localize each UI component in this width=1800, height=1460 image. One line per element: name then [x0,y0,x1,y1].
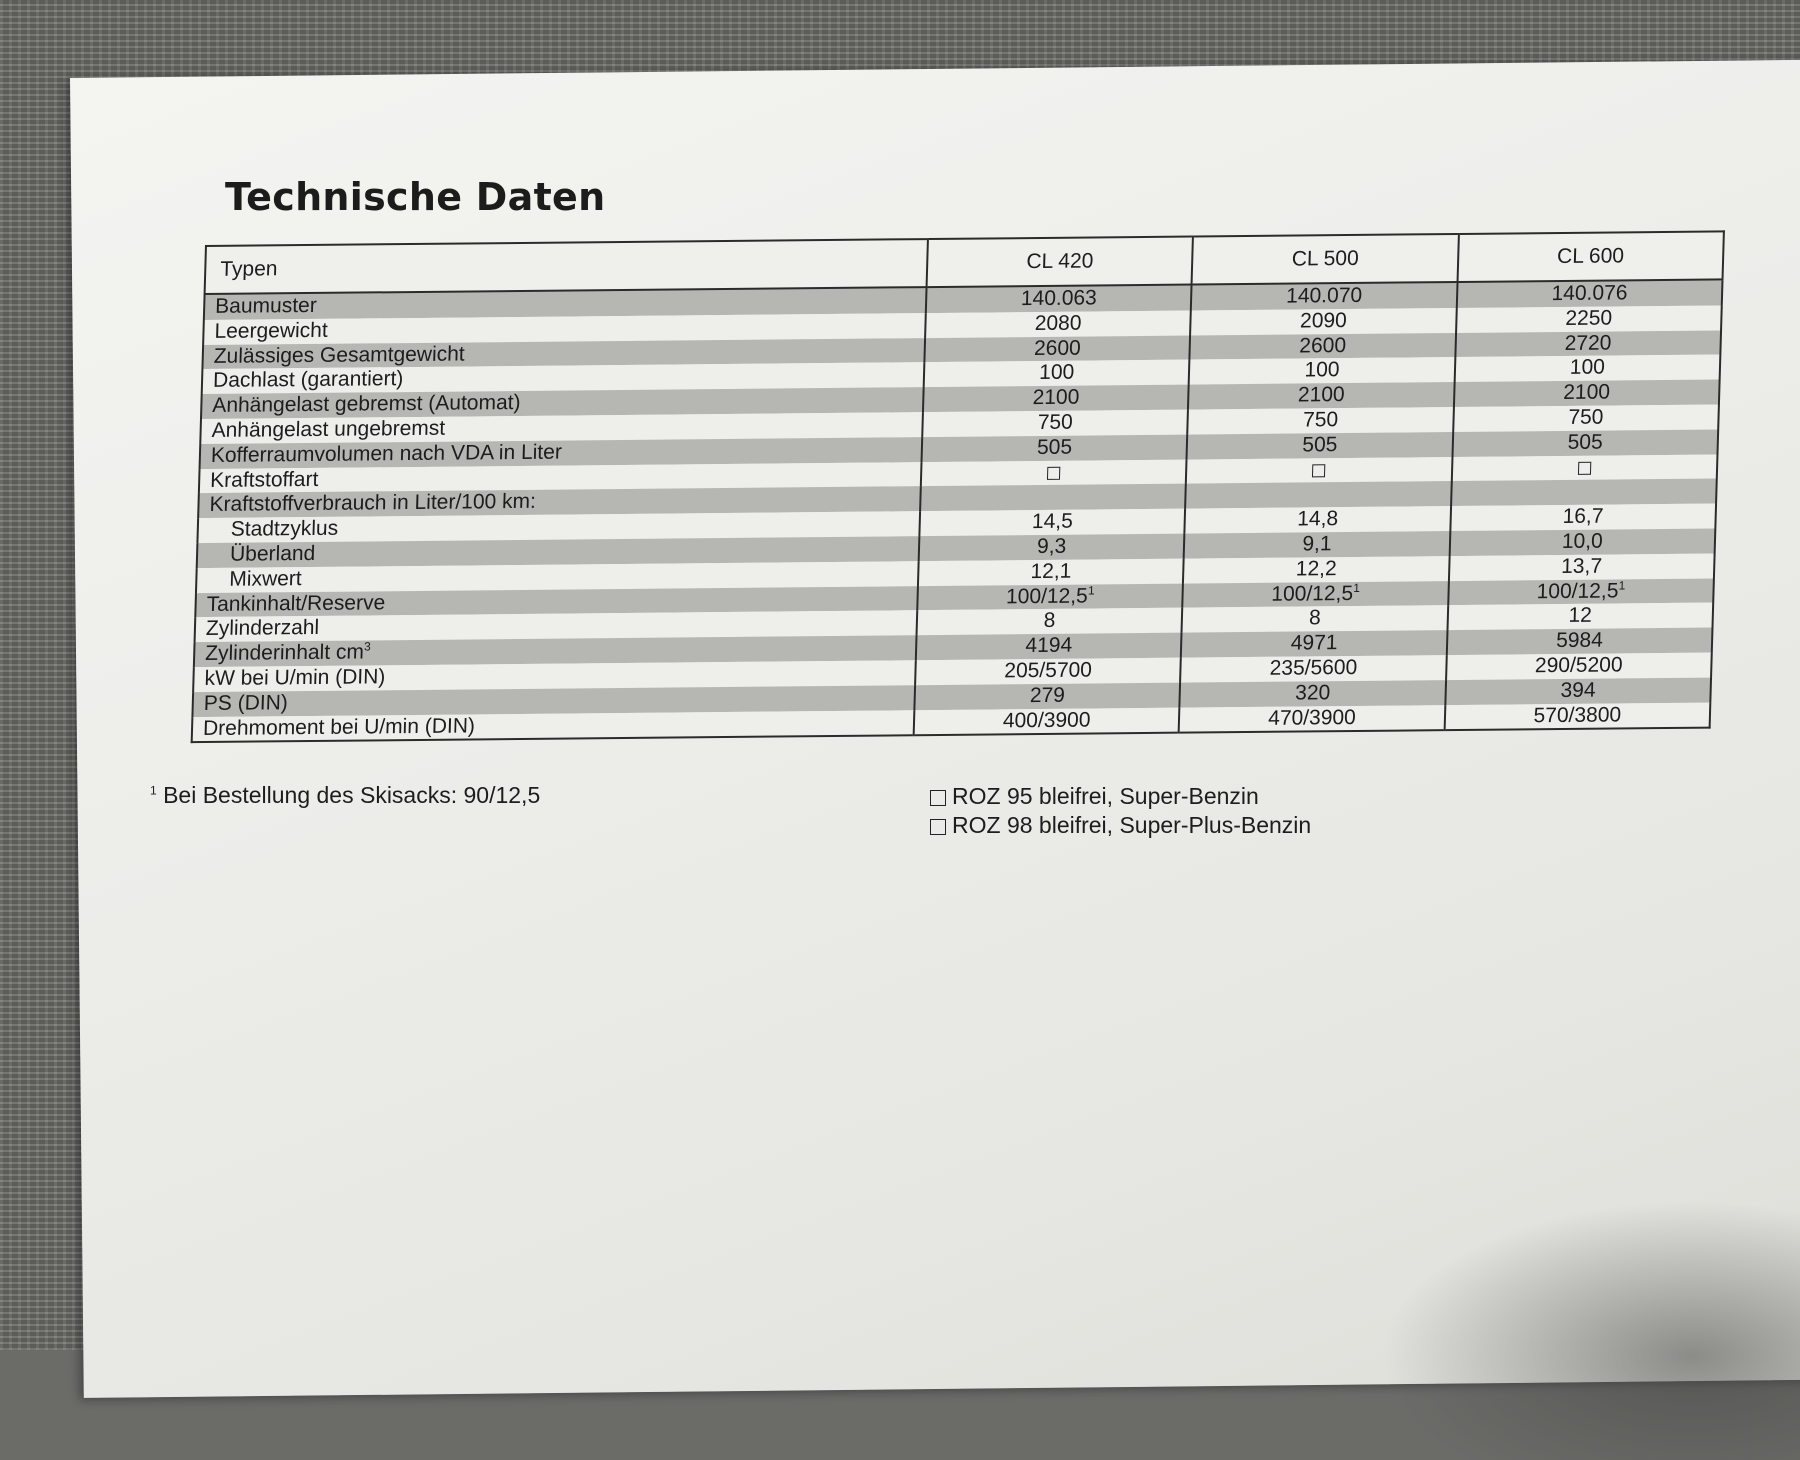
cell: 320 [1180,680,1446,707]
checkbox-square-icon [1047,466,1060,479]
cell: 10,0 [1449,528,1715,555]
cell: 2100 [1454,380,1720,407]
footnote [150,782,540,809]
cell: 13,7 [1449,553,1715,580]
row-label: Leergewicht [203,313,926,345]
footnote-text: Bei Bestellung des Skisacks: 90/12,5 [163,782,541,808]
cell: 4971 [1181,630,1447,657]
cell: 140.070 [1191,282,1457,310]
cell: 8 [1182,605,1448,632]
header-typen: Typen [205,239,928,294]
cell: 12,1 [918,558,1184,585]
cell: 750 [922,410,1188,437]
cell: 470/3900 [1179,705,1445,733]
cell: 2600 [924,335,1190,362]
superscript-3: 3 [363,639,371,654]
cell: 505 [922,434,1188,461]
cell: 8 [917,608,1183,635]
cell: 16,7 [1450,504,1716,531]
cell: 12,2 [1183,556,1449,583]
cell: 205/5700 [915,658,1181,685]
cell: 2100 [923,385,1189,412]
cell: 505 [1452,429,1718,456]
row-label: Kraftstoffart [199,462,922,494]
row-label: Zulässiges Gesamtgewicht [202,338,925,370]
cell: 505 [1187,432,1453,459]
checkbox-square-icon [930,819,946,835]
header-cl500: CL 500 [1192,234,1459,285]
row-label: Zylinderzahl [195,611,918,643]
cell: 100 [924,360,1190,387]
cell [1451,454,1717,481]
cell [921,459,1187,486]
cell: 279 [914,682,1180,709]
cell: 290/5200 [1446,653,1712,680]
row-label: Baumuster [204,287,927,320]
row-label: PS (DIN) [192,685,915,717]
cell: 14,5 [919,509,1185,536]
row-label: Stadtzyklus [197,511,920,543]
cell: 12 [1447,603,1713,630]
cell: 140.063 [926,285,1192,313]
legend-item: ROZ 95 bleifrei, Super-Benzin [930,782,1311,811]
cell: 400/3900 [914,707,1180,735]
row-label: Überland [197,536,920,568]
row-label: Kraftstoffverbrauch in Liter/100 km: [198,487,921,519]
cell: 2080 [925,310,1191,337]
header-cl420: CL 420 [927,237,1194,288]
cell: 2100 [1188,382,1454,409]
cell: 9,3 [919,534,1185,561]
cell: 2600 [1190,333,1456,360]
cell: 235/5600 [1180,655,1446,682]
footnote-marker: 1 [1353,580,1361,595]
cell [1185,481,1451,508]
cell: 100/12,5$^1$ [917,583,1183,610]
cell: 750 [1453,404,1719,431]
checkbox-square-icon [1312,464,1325,477]
cell: 100/12,5$^1$ [1183,581,1449,608]
checkbox-square-icon [1578,461,1591,474]
row-label: Kofferraumvolumen nach VDA in Liter [200,437,923,469]
spec-table [191,230,1725,743]
fuel-legend [930,782,1311,840]
legend-item: ROZ 98 bleifrei, Super-Plus-Benzin [930,811,1311,840]
checkbox-square-icon [930,790,946,806]
row-label: Anhängelast gebremst (Automat) [201,387,924,419]
hand-shadow [1380,1200,1800,1460]
cell: 100 [1189,357,1455,384]
cell: 394 [1445,677,1711,704]
cell [1451,479,1717,506]
row-label: Anhängelast ungebremst [200,412,923,444]
cell: 570/3800 [1444,702,1710,730]
cell: 750 [1188,407,1454,434]
cell: 5984 [1446,628,1712,655]
footnote-marker: 1 [1618,577,1626,593]
row-label: kW bei U/min (DIN) [193,660,916,692]
footnote-marker: 1 [150,783,157,798]
cell: 14,8 [1185,506,1451,533]
header-cl600: CL 600 [1457,231,1724,282]
row-label: Drehmoment bei U/min (DIN) [192,710,915,743]
footnote-marker: 1 [1087,583,1095,598]
cell [1186,457,1452,484]
row-label: Dachlast (garantiert) [202,362,925,394]
cell: 2720 [1455,330,1721,357]
cell: 4194 [916,633,1182,660]
cell: 2090 [1190,308,1456,335]
cell: 140.076 [1456,279,1722,307]
spec-table-container [191,230,1725,743]
row-label: Tankinhalt/Reserve [195,586,918,618]
cell: 2250 [1456,305,1722,332]
row-label: Mixwert [196,561,919,593]
row-label: Zylinderinhalt $cm^3$ [194,635,917,667]
cell: 100 [1454,355,1720,382]
cell [920,484,1186,511]
cell: 9,1 [1184,531,1450,558]
cell: 100/12,5$^1$ [1448,578,1714,605]
page-title: Technische Daten [225,175,606,219]
